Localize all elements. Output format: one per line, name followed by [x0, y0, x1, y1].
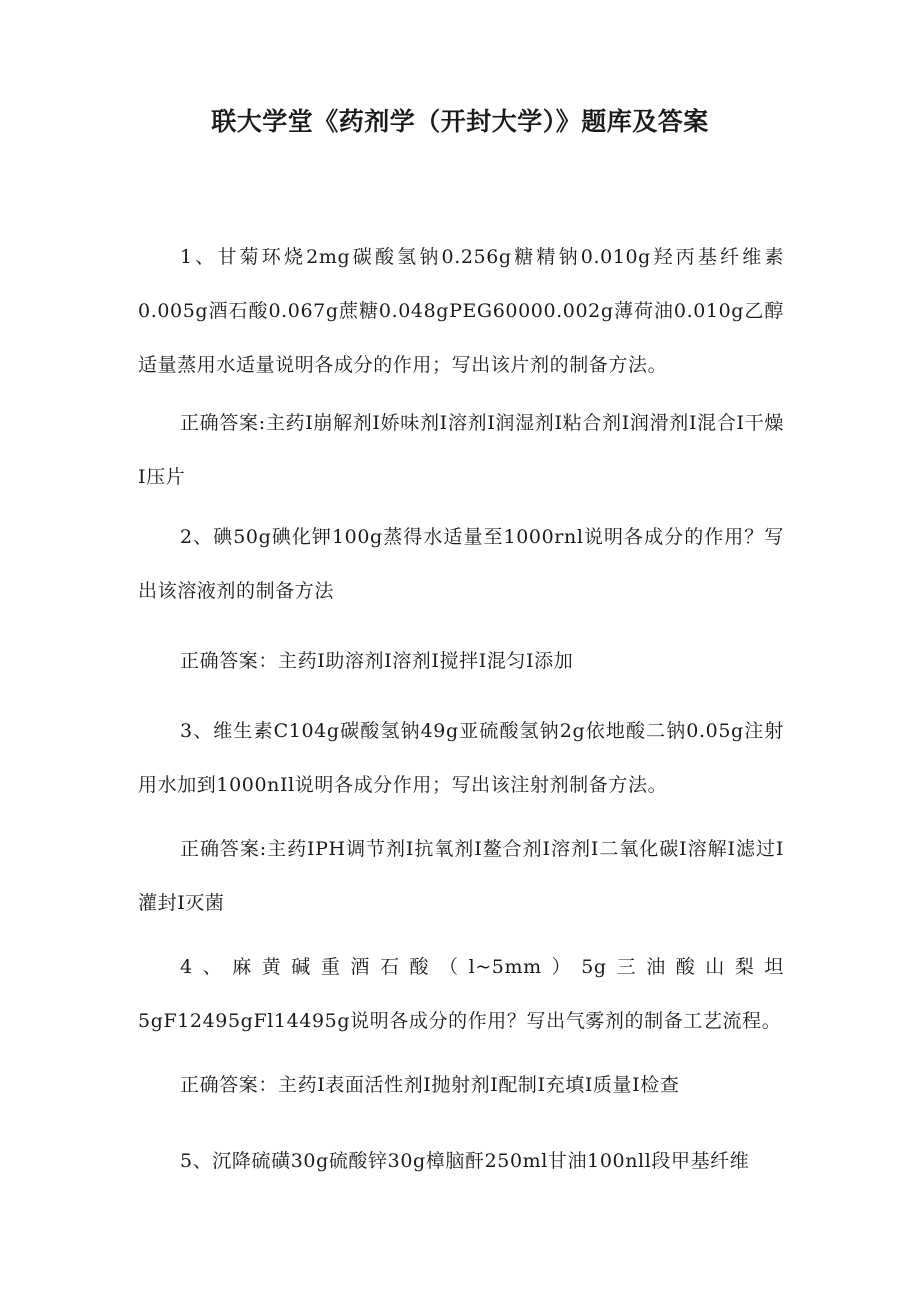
answer-4: 正确答案：主药I表面活性剂I抛射剂I配制I充填I质量I检查	[180, 1074, 680, 1096]
question-1: 1、甘菊环烧2mg碳酸氢钠0.256g糖精钠0.010g羟丙基纤维素0.005g酒石酸0.067g蔗糖0.048gPEG60000.002g薄荷油0.010g乙醇适量蒸用水适量说明各成分的作用；写出该片剂的制备方法。	[138, 246, 784, 376]
question-2: 2、碘50g碘化钾100g蒸得水适量至1000rnl说明各成分的作用？写出该溶液剂的制备方法	[138, 526, 784, 602]
answer-3: 正确答案:主药IPH调节剂I抗氧剂I鳌合剂I溶剂I二氧化碳I溶解I滤过I灌封I灭菌	[138, 838, 784, 914]
answer-1: 正确答案:主药I崩解剂I娇味剂I溶剂I润湿剂I粘合剂I润滑剂I混合I干燥I压片	[138, 412, 784, 488]
answer-2: 正确答案：主药I助溶剂I溶剂I搅拌I混匀I添加	[180, 650, 574, 672]
page-title: 联大学堂《药剂学（开封大学）》题库及答案	[211, 107, 709, 136]
question-3: 3、维生素C104g碳酸氢钠49g亚硫酸氢钠2g依地酸二钠0.05g注射用水加到1000nIl说明各成分作用；写出该注射剂制备方法。	[138, 720, 784, 796]
question-5: 5、沉降硫磺30g硫酸锌30g樟脑酐250ml甘油100nll段甲基纤维	[180, 1150, 750, 1172]
question-4: 4、麻黄碱重酒石酸（l~5mm）5g三油酸山梨坦5gF12495gFl14495g说明各成分的作用？写出气雾剂的制备工艺流程。	[138, 956, 784, 1032]
